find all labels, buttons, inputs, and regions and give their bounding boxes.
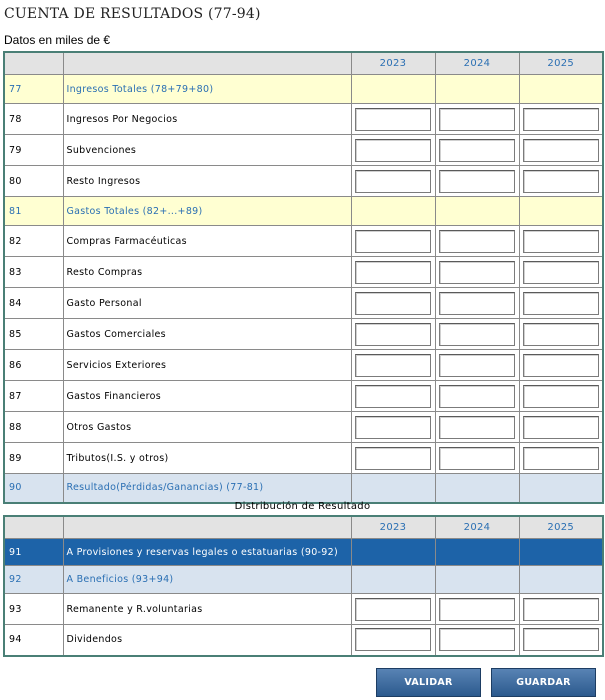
header-num-cell: [4, 52, 63, 75]
row-label: Gastos Comerciales: [63, 319, 351, 350]
total-cell: [435, 75, 519, 104]
row-label: Otros Gastos: [63, 412, 351, 443]
row-number: 90: [4, 474, 63, 503]
row-label: Resto Ingresos: [63, 166, 351, 197]
row-79: [4, 135, 603, 166]
row-number: 86: [4, 350, 63, 381]
row-label: Resto Compras: [63, 257, 351, 288]
row-number: 82: [4, 226, 63, 257]
row-91-selected[interactable]: [4, 539, 603, 566]
input-88-2024[interactable]: [439, 416, 515, 439]
row-label: Subvenciones: [63, 135, 351, 166]
distribution-heading: Distribución de Resultado: [234, 501, 371, 512]
year-header: 2023: [351, 52, 435, 75]
row-label: Compras Farmacéuticas: [63, 226, 351, 257]
row-number: 79: [4, 135, 63, 166]
input-86-2023[interactable]: [355, 354, 431, 377]
total-cell: [519, 197, 603, 226]
page-title: CUENTA DE RESULTADOS (77-94): [4, 6, 261, 22]
input-79-2023[interactable]: [355, 139, 431, 162]
input-93-2024[interactable]: [439, 598, 515, 621]
input-94-2024[interactable]: [439, 628, 515, 651]
year-header: 2023: [351, 516, 435, 539]
input-83-2023[interactable]: [355, 261, 431, 284]
total-cell: [519, 75, 603, 104]
row-number: 87: [4, 381, 63, 412]
header-label-cell: [63, 52, 351, 75]
row-number: 88: [4, 412, 63, 443]
subtotal-cell: [519, 566, 603, 594]
row-label: Resultado(Pérdidas/Ganancias) (77-81): [63, 474, 351, 503]
input-89-2025[interactable]: [523, 447, 599, 470]
input-84-2024[interactable]: [439, 292, 515, 315]
selected-cell: [519, 539, 603, 566]
row-number: 83: [4, 257, 63, 288]
row-number: 91: [4, 539, 63, 566]
input-87-2024[interactable]: [439, 385, 515, 408]
table-header-row: [4, 52, 603, 75]
input-93-2023[interactable]: [355, 598, 431, 621]
row-78: [4, 104, 603, 135]
row-89: [4, 443, 603, 474]
validar-button[interactable]: VALIDAR: [376, 668, 481, 697]
input-93-2025[interactable]: [523, 598, 599, 621]
row-label: Gasto Personal: [63, 288, 351, 319]
row-label: Gastos Financieros: [63, 381, 351, 412]
row-86: [4, 350, 603, 381]
row-number: 89: [4, 443, 63, 474]
input-87-2023[interactable]: [355, 385, 431, 408]
distribution-table: [3, 515, 604, 657]
input-83-2025[interactable]: [523, 261, 599, 284]
year-header: 2025: [519, 516, 603, 539]
row-90-result: [4, 474, 603, 503]
result-cell: [435, 474, 519, 503]
row-label: Tributos(I.S. y otros): [63, 443, 351, 474]
input-84-2023[interactable]: [355, 292, 431, 315]
row-number: 81: [4, 197, 63, 226]
row-number: 94: [4, 625, 63, 656]
table-header-row: [4, 516, 603, 539]
row-label: A Provisiones y reservas legales o estatuarias (90-92): [63, 539, 351, 566]
input-94-2023[interactable]: [355, 628, 431, 651]
row-81-total: [4, 197, 603, 226]
selected-cell: [435, 539, 519, 566]
header-label-cell: [63, 516, 351, 539]
units-note: Datos en miles de €: [4, 33, 111, 47]
guardar-button[interactable]: GUARDAR: [491, 668, 596, 697]
input-86-2025[interactable]: [523, 354, 599, 377]
input-79-2024[interactable]: [439, 139, 515, 162]
input-80-2025[interactable]: [523, 170, 599, 193]
row-number: 93: [4, 594, 63, 625]
input-86-2024[interactable]: [439, 354, 515, 377]
year-header: 2024: [435, 52, 519, 75]
row-87: [4, 381, 603, 412]
row-label: Remanente y R.voluntarias: [63, 594, 351, 625]
row-number: 84: [4, 288, 63, 319]
subtotal-cell: [435, 566, 519, 594]
input-83-2024[interactable]: [439, 261, 515, 284]
input-88-2023[interactable]: [355, 416, 431, 439]
row-label: Ingresos Por Negocios: [63, 104, 351, 135]
total-cell: [351, 75, 435, 104]
result-cell: [519, 474, 603, 503]
input-82-2024[interactable]: [439, 230, 515, 253]
input-94-2025[interactable]: [523, 628, 599, 651]
total-cell: [435, 197, 519, 226]
row-number: 85: [4, 319, 63, 350]
year-header: 2024: [435, 516, 519, 539]
row-80: [4, 166, 603, 197]
row-number: 77: [4, 75, 63, 104]
row-label: Gastos Totales (82+...+89): [63, 197, 351, 226]
year-header: 2025: [519, 52, 603, 75]
input-79-2025[interactable]: [523, 139, 599, 162]
row-85: [4, 319, 603, 350]
row-77-total: [4, 75, 603, 104]
input-78-2023[interactable]: [355, 108, 431, 131]
total-cell: [351, 197, 435, 226]
input-89-2024[interactable]: [439, 447, 515, 470]
row-number: 92: [4, 566, 63, 594]
input-89-2023[interactable]: [355, 447, 431, 470]
input-85-2024[interactable]: [439, 323, 515, 346]
row-label: A Beneficios (93+94): [63, 566, 351, 594]
input-82-2023[interactable]: [355, 230, 431, 253]
selected-cell: [351, 539, 435, 566]
input-78-2024[interactable]: [439, 108, 515, 131]
row-84: [4, 288, 603, 319]
input-80-2023[interactable]: [355, 170, 431, 193]
input-78-2025[interactable]: [523, 108, 599, 131]
row-label: Servicios Exteriores: [63, 350, 351, 381]
input-85-2025[interactable]: [523, 323, 599, 346]
row-83: [4, 257, 603, 288]
row-number: 78: [4, 104, 63, 135]
input-82-2025[interactable]: [523, 230, 599, 253]
row-82: [4, 226, 603, 257]
result-cell: [351, 474, 435, 503]
row-label: Dividendos: [63, 625, 351, 656]
subtotal-cell: [351, 566, 435, 594]
row-88: [4, 412, 603, 443]
row-label: Ingresos Totales (78+79+80): [63, 75, 351, 104]
input-80-2024[interactable]: [439, 170, 515, 193]
row-94: [4, 625, 603, 656]
input-88-2025[interactable]: [523, 416, 599, 439]
results-table: [3, 51, 604, 504]
header-num-cell: [4, 516, 63, 539]
input-84-2025[interactable]: [523, 292, 599, 315]
row-number: 80: [4, 166, 63, 197]
input-85-2023[interactable]: [355, 323, 431, 346]
input-87-2025[interactable]: [523, 385, 599, 408]
row-92-subtotal: [4, 566, 603, 594]
row-93: [4, 594, 603, 625]
